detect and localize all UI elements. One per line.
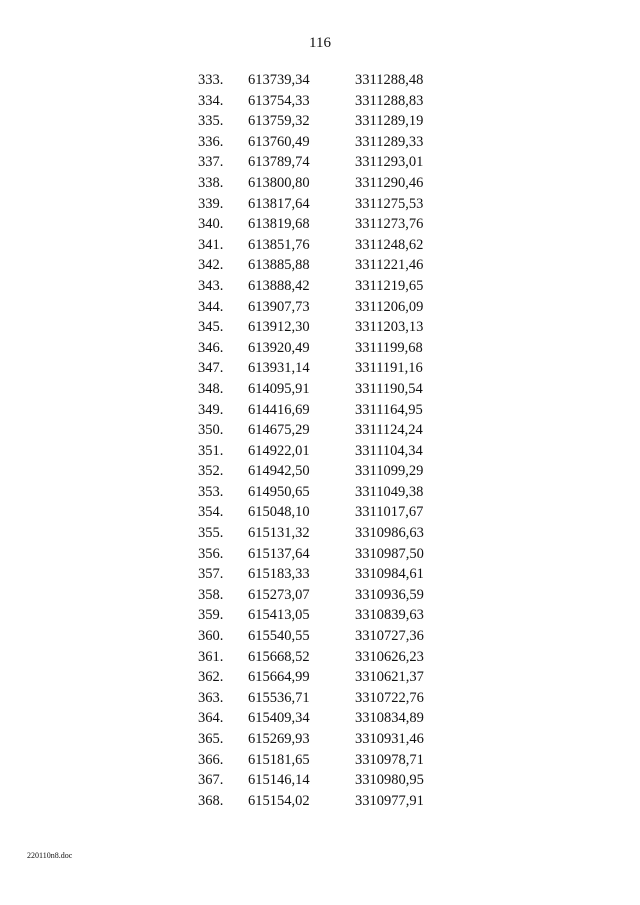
x-coordinate: 614095,91 [248,380,310,397]
y-coordinate: 3310978,71 [355,751,424,768]
x-coordinate: 613885,88 [248,257,310,274]
x-coordinate: 614922,01 [248,442,310,459]
y-coordinate: 3311199,68 [355,339,423,356]
table-row [190,358,450,379]
table-row [190,91,450,112]
table-row [190,235,450,256]
y-coordinate: 3311248,62 [355,236,424,253]
table-row [190,379,450,400]
table-row [190,255,450,276]
x-coordinate: 613760,49 [248,133,310,150]
point-number: 351. [198,442,224,459]
table-row [190,276,450,297]
y-coordinate: 3311099,29 [355,463,424,480]
x-coordinate: 615131,32 [248,525,310,542]
y-coordinate: 3310722,76 [355,689,424,706]
table-row [190,523,450,544]
point-number: 360. [198,628,224,645]
point-number: 354. [198,504,224,521]
y-coordinate: 3310984,61 [355,566,424,583]
x-coordinate: 615273,07 [248,586,310,603]
y-coordinate: 3311191,16 [355,360,423,377]
point-number: 346. [198,339,224,356]
y-coordinate: 3311049,38 [355,483,424,500]
y-coordinate: 3310980,95 [355,772,424,789]
y-coordinate: 3310931,46 [355,731,424,747]
footer-filename: 220110n8.doc [27,851,73,860]
table-row [190,729,450,750]
table-row [190,688,450,709]
table-row [190,461,450,482]
y-coordinate: 3311288,48 [355,72,424,88]
x-coordinate: 615409,34 [248,710,310,727]
y-coordinate: 3311288,83 [355,92,424,109]
table-row [190,667,450,688]
x-coordinate: 613907,73 [248,298,310,315]
x-coordinate: 615181,65 [248,751,310,768]
point-number: 361. [198,648,224,665]
point-number: 359. [198,607,224,624]
x-coordinate: 615536,71 [248,689,310,706]
coordinate-table [190,70,450,811]
table-row [190,420,450,441]
x-coordinate: 614950,65 [248,483,310,500]
table-row [190,317,450,338]
x-coordinate: 613920,49 [248,339,310,356]
point-number: 357. [198,566,224,583]
y-coordinate: 3310834,89 [355,710,424,727]
y-coordinate: 3311221,46 [355,257,424,274]
y-coordinate: 3311104,34 [355,442,423,459]
table-row [190,791,450,812]
point-number: 356. [198,545,224,562]
point-number: 338. [198,174,224,191]
y-coordinate: 3311164,95 [355,401,423,418]
x-coordinate: 613754,33 [248,92,310,109]
x-coordinate: 613851,76 [248,236,310,253]
table-row [190,482,450,503]
point-number: 355. [198,525,224,542]
table-row [190,502,450,523]
table-row [190,750,450,771]
x-coordinate: 613888,42 [248,277,310,294]
point-number: 367. [198,772,224,789]
x-coordinate: 613789,74 [248,154,310,171]
point-number: 348. [198,380,224,397]
table-row [190,173,450,194]
point-number: 334. [198,92,224,109]
table-row [190,152,450,173]
point-number: 339. [198,195,224,212]
y-coordinate: 3311017,67 [355,504,424,521]
y-coordinate: 3310936,59 [355,586,424,603]
point-number: 340. [198,216,224,233]
table-row [190,132,450,153]
y-coordinate: 3311203,13 [355,319,424,336]
table-row [190,194,450,215]
point-number: 337. [198,154,224,171]
point-number: 345. [198,319,224,336]
x-coordinate: 615137,64 [248,545,310,562]
point-number: 333. [198,72,224,88]
x-coordinate: 614416,69 [248,401,310,418]
y-coordinate: 3311190,54 [355,380,423,397]
x-coordinate: 615183,33 [248,566,310,583]
table-row [190,111,450,132]
table-row [190,647,450,668]
x-coordinate: 615154,02 [248,792,310,809]
x-coordinate: 614675,29 [248,422,310,439]
y-coordinate: 3311206,09 [355,298,424,315]
table-row [190,605,450,626]
point-number: 364. [198,710,224,727]
x-coordinate: 613759,32 [248,113,310,130]
y-coordinate: 3310987,50 [355,545,424,562]
x-coordinate: 615269,93 [248,731,310,747]
y-coordinate: 3311289,19 [355,113,424,130]
y-coordinate: 3310839,63 [355,607,424,624]
y-coordinate: 3310986,63 [355,525,424,542]
point-number: 335. [198,113,224,130]
point-number: 349. [198,401,224,418]
table-row [190,441,450,462]
x-coordinate: 613819,68 [248,216,310,233]
point-number: 343. [198,277,224,294]
y-coordinate: 3310727,36 [355,628,424,645]
table-row [190,400,450,421]
point-number: 353. [198,483,224,500]
x-coordinate: 613817,64 [248,195,310,212]
table-row [190,585,450,606]
x-coordinate: 615146,14 [248,772,310,789]
x-coordinate: 613912,30 [248,319,310,336]
table-row [190,770,450,791]
y-coordinate: 3311219,65 [355,277,424,294]
table-row [190,297,450,318]
x-coordinate: 615668,52 [248,648,310,665]
y-coordinate: 3310621,37 [355,669,424,686]
x-coordinate: 614942,50 [248,463,310,480]
point-number: 365. [198,731,224,747]
x-coordinate: 613739,34 [248,72,310,88]
x-coordinate: 615540,55 [248,628,310,645]
y-coordinate: 3311290,46 [355,174,424,191]
x-coordinate: 613800,80 [248,174,310,191]
point-number: 350. [198,422,224,439]
table-row [190,544,450,565]
point-number: 344. [198,298,224,315]
point-number: 363. [198,689,224,706]
point-number: 341. [198,236,224,253]
point-number: 347. [198,360,224,377]
y-coordinate: 3310977,91 [355,792,424,809]
table-row [190,626,450,647]
page-number: 116 [309,35,331,51]
point-number: 362. [198,669,224,686]
point-number: 358. [198,586,224,603]
point-number: 366. [198,751,224,768]
table-row [190,70,450,91]
x-coordinate: 615664,99 [248,669,310,686]
table-row [190,214,450,235]
point-number: 368. [198,792,224,809]
y-coordinate: 3311289,33 [355,133,424,150]
table-row [190,338,450,359]
x-coordinate: 615413,05 [248,607,310,624]
x-coordinate: 615048,10 [248,504,310,521]
y-coordinate: 3310626,23 [355,648,424,665]
point-number: 336. [198,133,224,150]
point-number: 352. [198,463,224,480]
y-coordinate: 3311275,53 [355,195,424,212]
table-row [190,564,450,585]
x-coordinate: 613931,14 [248,360,310,377]
y-coordinate: 3311124,24 [355,422,423,439]
table-row [190,708,450,729]
y-coordinate: 3311293,01 [355,154,424,171]
point-number: 342. [198,257,224,274]
y-coordinate: 3311273,76 [355,216,424,233]
